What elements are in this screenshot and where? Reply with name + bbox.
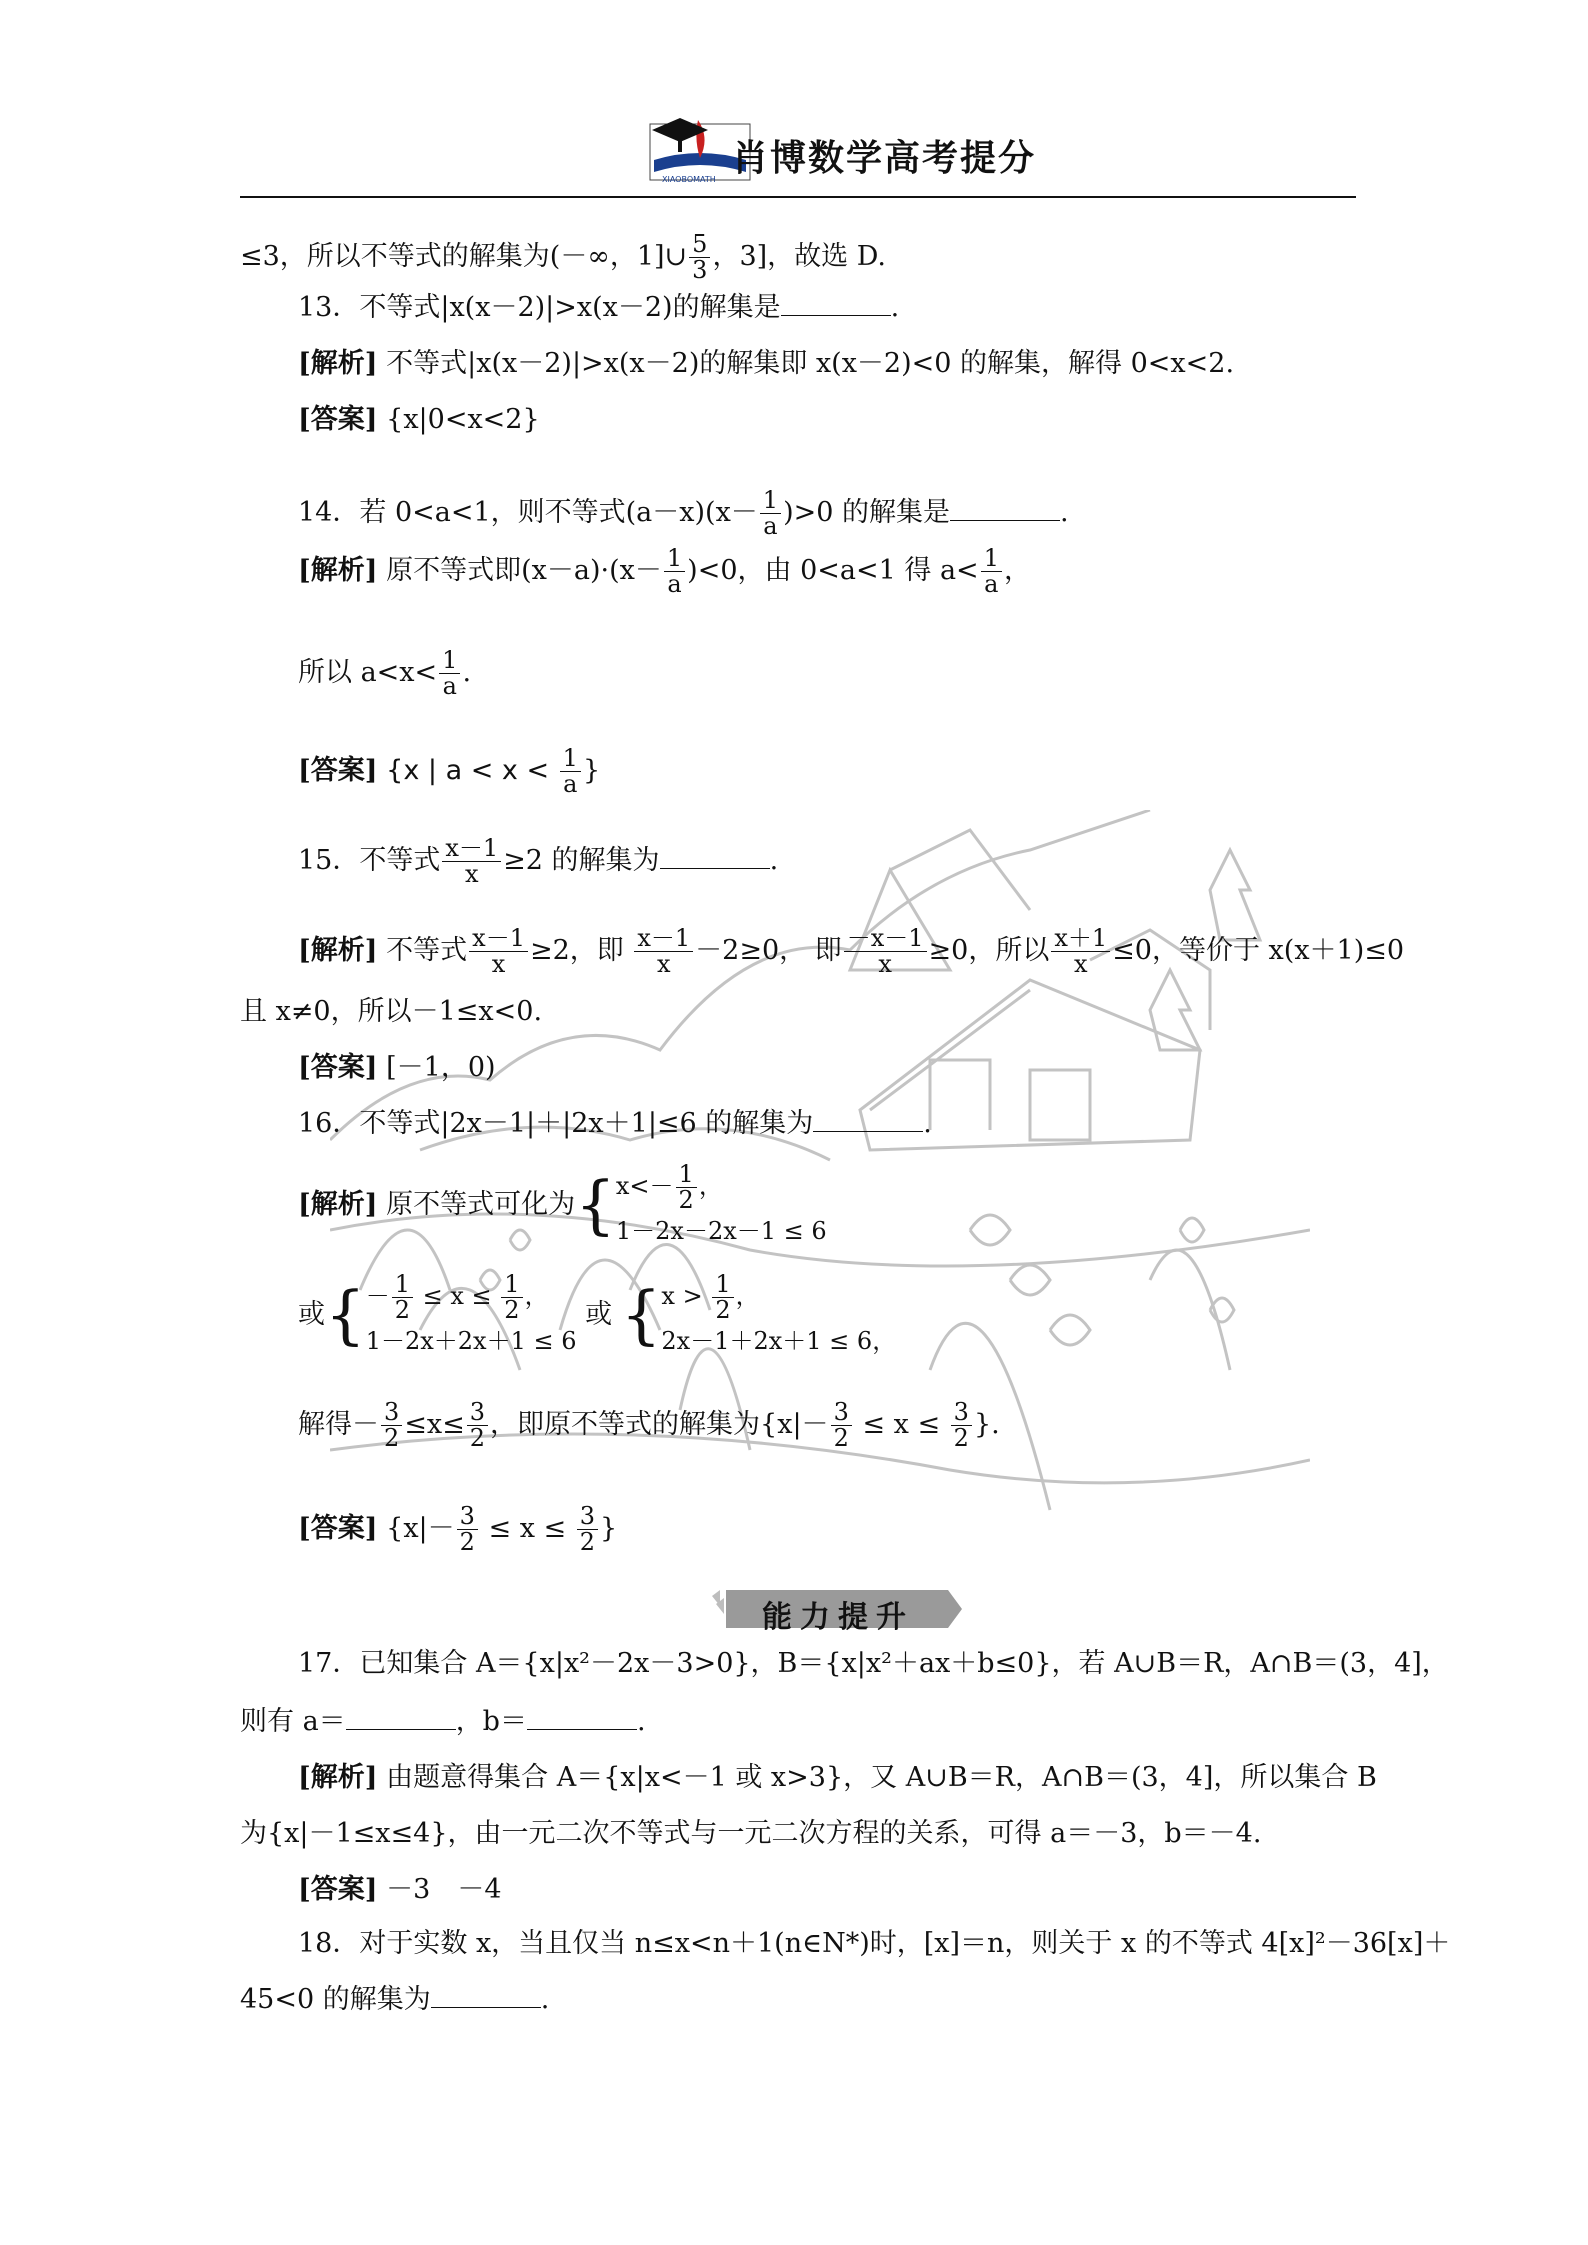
answer-blank: [346, 1711, 456, 1730]
question-17: 17．已知集合 A＝{x|x²－2x－3>0}，B＝{x|x²＋ax＋b≤0}，若 A∪B＝R，A∩B＝(3，4]，: [298, 1648, 1449, 1679]
answer-blank: [527, 1711, 637, 1730]
brand-title: 肖博数学高考提分: [732, 138, 1037, 179]
answer-blank: [781, 297, 891, 316]
text-line-l1: ≤3，所以不等式的解集为(－∞，1]∪ $\frac{5}{3}$ ，3]，故选 D.: [240, 230, 887, 285]
question-14: 14．若 0<a<1，则不等式(a－x)(x－ $\frac{1}{a}$ )>0 的解集是 .: [298, 486, 1069, 541]
analysis-17-continued: 为{x|－1≤x≤4}，由一元二次不等式与一元二次方程的关系，可得 a＝－3，b＝－4.: [240, 1818, 1262, 1849]
question-15: 15．不等式 $\frac{x-1}{x}$ ≥2 的解集为 .: [298, 834, 779, 889]
answer-blank: [431, 1989, 541, 2008]
page-header: [240, 110, 1356, 198]
analysis-16-solution: 解得－ $\frac{3}{2}$ ≤x≤ $\frac{3}{2}$ ，即原不等式的解集为{x|－ $\frac{3}{2}$ ≤ x ≤ $\frac{3}{2}$ }.: [298, 1398, 1000, 1453]
header-rule: [240, 196, 1356, 198]
analysis-15: [解析] 不等式 $\frac{x-1}{x}$ ≥2，即 $\frac{x-1}{x}$ －2≥0， 即 $\frac{-x-1}{x}$ ≥0，所以 $\frac{x+1}{x}$ ≤0，等价于 x(x＋1)≤0: [298, 924, 1405, 979]
answer-blank: [660, 850, 770, 869]
analysis-16-system-1: [解析] 原不等式可化为{ x<－ $\frac{1}{2}$ ， 1－2x－2x－1 ≤ 6: [298, 1160, 827, 1246]
question-18: 18．对于实数 x，当且仅当 n≤x<n＋1(n∈N*)时，[x]＝n，则关于 x 的不等式 4[x]²－36[x]＋: [298, 1928, 1451, 1959]
section-banner: [712, 1586, 962, 1635]
analysis-15-continued: 且 x≠0，所以－1≤x<0.: [240, 996, 543, 1027]
svg-text:XIAOBOMATH: XIAOBOMATH: [662, 175, 716, 184]
question-13: 13．不等式|x(x－2)|>x(x－2)的解集是 .: [298, 292, 900, 323]
question-18-continued: 45<0 的解集为 .: [240, 1984, 550, 2015]
analysis-17: [解析] 由题意得集合 A＝{x|x<－1 或 x>3}，又 A∪B＝R，A∩B＝(3，4]，所以集合 B: [298, 1762, 1377, 1793]
answer-blank: [813, 1113, 923, 1132]
question-17-continued: 则有 a＝ ，b＝ .: [240, 1706, 646, 1737]
analysis-16-system-2: 或{ － $\frac{1}{2}$ ≤ x ≤ $\frac{1}{2}$ ， 1－2x＋2x＋1 ≤ 6 或 { x > $\frac{1}{2}$ ， 2x－1＋2x＋1 ≤ 6，: [298, 1270, 897, 1356]
answer-14: [答案] {x | a < x < $\frac{1}{a}$ }: [298, 744, 601, 799]
section-title: 能力提升: [762, 1600, 914, 1635]
question-16: 16．不等式|2x－1|＋|2x＋1|≤6 的解集为 .: [298, 1108, 932, 1139]
answer-13: [答案] {x|0<x<2}: [298, 404, 540, 435]
answer-16: [答案] {x|－ $\frac{3}{2}$ ≤ x ≤ $\frac{3}{2}$ }: [298, 1502, 618, 1557]
analysis-14-conclusion: 所以 a<x< $\frac{1}{a}$ .: [298, 646, 472, 701]
answer-17: [答案] －3 －4: [298, 1874, 502, 1905]
answer-blank: [950, 502, 1060, 521]
analysis-13: [解析] 不等式|x(x－2)|>x(x－2)的解集即 x(x－2)<0 的解集，解得 0<x<2.: [298, 348, 1235, 379]
answer-15: [答案] [－1，0): [298, 1052, 496, 1083]
analysis-14: [解析] 原不等式即(x－a)·(x－ $\frac{1}{a}$ )<0，由 0<a<1 得 a< $\frac{1}{a}$ ，: [298, 544, 1031, 599]
fraction: $\frac{5}{3}$: [689, 232, 710, 283]
